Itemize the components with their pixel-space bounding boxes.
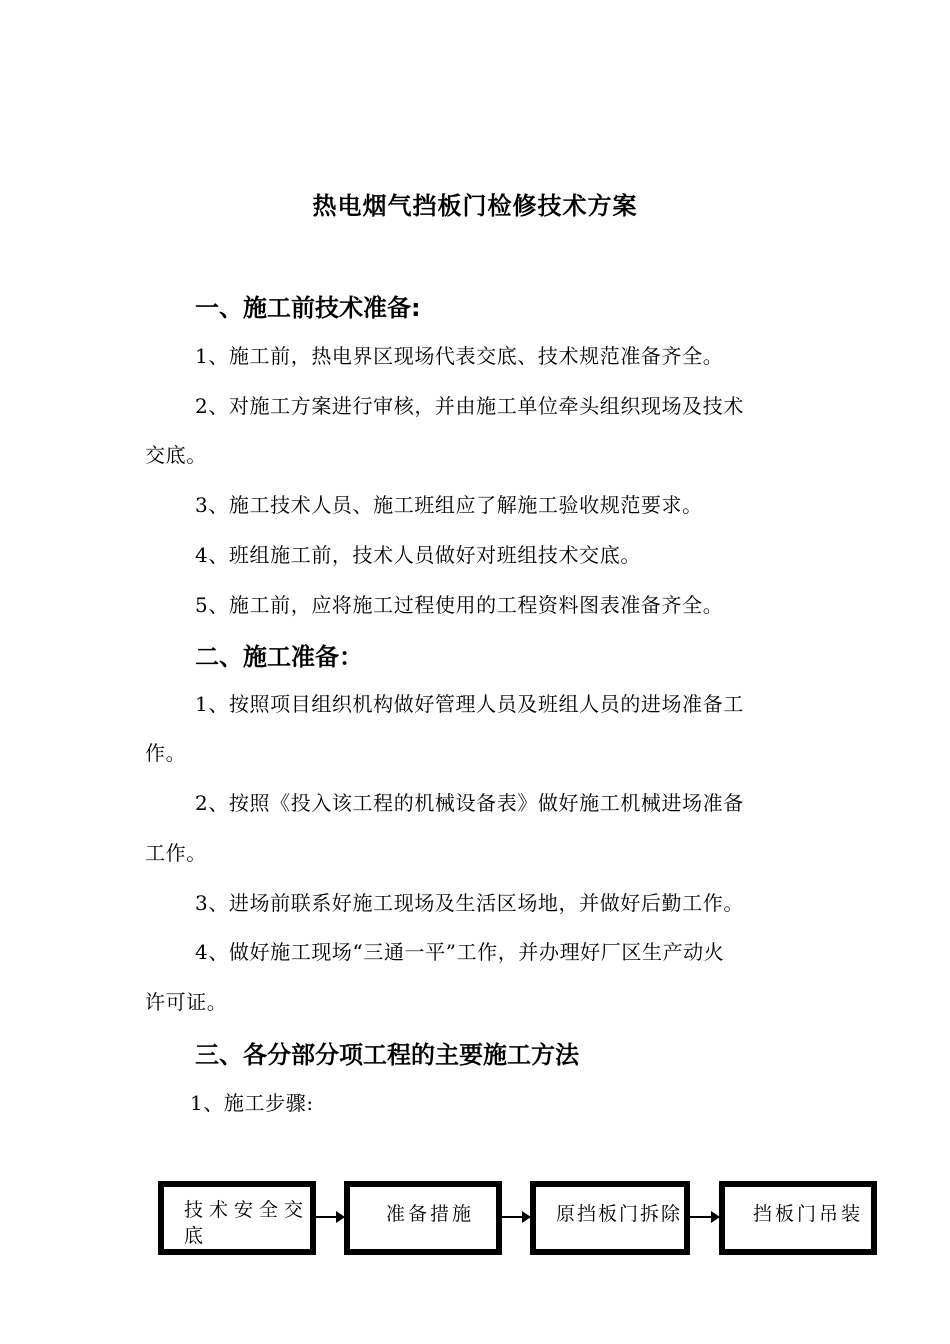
section-2-item-3: 3、进场前联系好施工现场及生活区场地，并做好后勤工作。 bbox=[195, 891, 744, 915]
document-title: 热电烟气挡板门检修技术方案 bbox=[312, 192, 638, 220]
section-2-item-1-cont: 作。 bbox=[145, 741, 187, 765]
flow-step-1-label-line1: 技术安全交 bbox=[184, 1199, 310, 1221]
section-1-item-2-cont: 交底。 bbox=[145, 443, 207, 467]
flow-step-3-label: 原挡板门拆除 bbox=[556, 1203, 683, 1225]
flow-step-1-label-line2: 底 bbox=[184, 1225, 210, 1247]
flow-arrow-1 bbox=[316, 1216, 343, 1218]
section-2-item-4-cont: 许可证。 bbox=[145, 990, 228, 1014]
section-2-heading: 二、施工准备： bbox=[195, 643, 363, 671]
section-1-item-4: 4、班组施工前，技术人员做好对班组技术交底。 bbox=[195, 543, 641, 567]
section-1-item-5: 5、施工前，应将施工过程使用的工程资料图表准备齐全。 bbox=[195, 593, 724, 617]
flow-step-1-box bbox=[158, 1181, 316, 1255]
flow-arrow-3 bbox=[690, 1216, 718, 1218]
flow-step-2-box bbox=[344, 1181, 502, 1255]
flow-step-4-label: 挡板门吊装 bbox=[753, 1203, 864, 1225]
section-1-heading: 一、施工前技术准备: bbox=[195, 294, 421, 322]
flow-arrow-2 bbox=[502, 1216, 529, 1218]
section-1-item-3: 3、施工技术人员、施工班组应了解施工验收规范要求。 bbox=[195, 493, 703, 517]
flow-step-4-box bbox=[719, 1181, 877, 1255]
section-2-item-2-cont: 工作。 bbox=[145, 841, 207, 865]
section-2-item-2: 2、按照《投入该工程的机械设备表》做好施工机械进场准备 bbox=[195, 791, 744, 815]
flow-step-2-label: 准备措施 bbox=[386, 1203, 475, 1225]
section-2-item-4: 4、做好施工现场“三通一平”工作，并办理好厂区生产动火 bbox=[195, 940, 725, 964]
section-3-subheading: 1、施工步骤: bbox=[190, 1091, 314, 1115]
section-1-item-1: 1、施工前，热电界区现场代表交底、技术规范准备齐全。 bbox=[195, 344, 724, 368]
section-1-item-2: 2、对施工方案进行审核，并由施工单位牵头组织现场及技术 bbox=[195, 394, 744, 418]
section-3-heading: 三、各分部分项工程的主要施工方法 bbox=[195, 1041, 579, 1069]
flow-step-3-box bbox=[530, 1181, 690, 1255]
section-2-item-1: 1、按照项目组织机构做好管理人员及班组人员的进场准备工 bbox=[195, 692, 744, 716]
